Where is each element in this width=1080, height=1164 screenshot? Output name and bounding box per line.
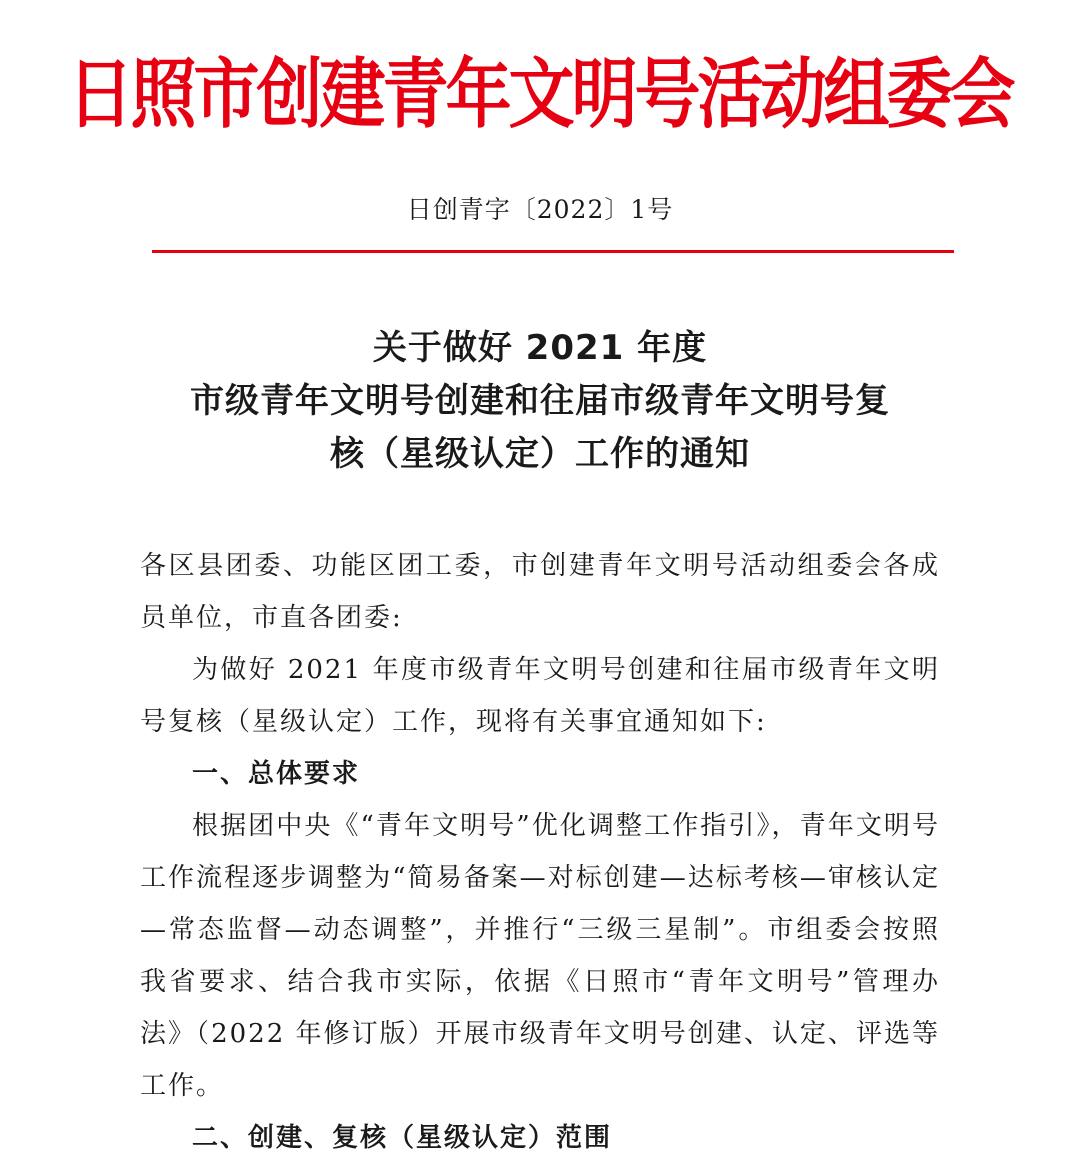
document-number: 日创青字〔2022〕1号 — [406, 195, 674, 224]
section-1-paragraph: 根据团中央《“青年文明号”优化调整工作指引》，青年文明号工作流程逐步调整为“简易备案—对标创建—达标考核—审核认定—常态监督—动态调整”，并推行“三级三星制”。市组委会按照我省要求、结合我市实际，依据《日照市“青年文明号”管理办法》（2022 年修订版）开展市级青年文明号创建、认定、评选等工作。 — [140, 811, 940, 1101]
title-line-3: 核（星级认定）工作的通知 — [330, 434, 750, 474]
intro-paragraph: 为做好 2021 年度市级青年文明号创建和往届市级青年文明号复核（星级认定）工作，现将有关事宜通知如下: — [140, 655, 940, 737]
title-line-1: 关于做好 2021 年度 — [372, 328, 708, 368]
notice-title — [100, 322, 980, 481]
title-line-2: 市级青年文明号创建和往届市级青年文明号复 — [190, 381, 890, 421]
section-2-heading: 二、创建、复核（星级认定）范围 — [192, 1123, 613, 1153]
red-divider-line — [152, 250, 954, 253]
notice-body — [140, 540, 940, 1164]
salutation: 各区县团委、功能区团工委，市创建青年文明号活动组委会各成员单位，市直各团委: — [140, 551, 940, 633]
issuing-org-header: 日照市创建青年文明号活动组委会 — [67, 50, 1013, 139]
section-1-heading: 一、总体要求 — [192, 759, 361, 789]
